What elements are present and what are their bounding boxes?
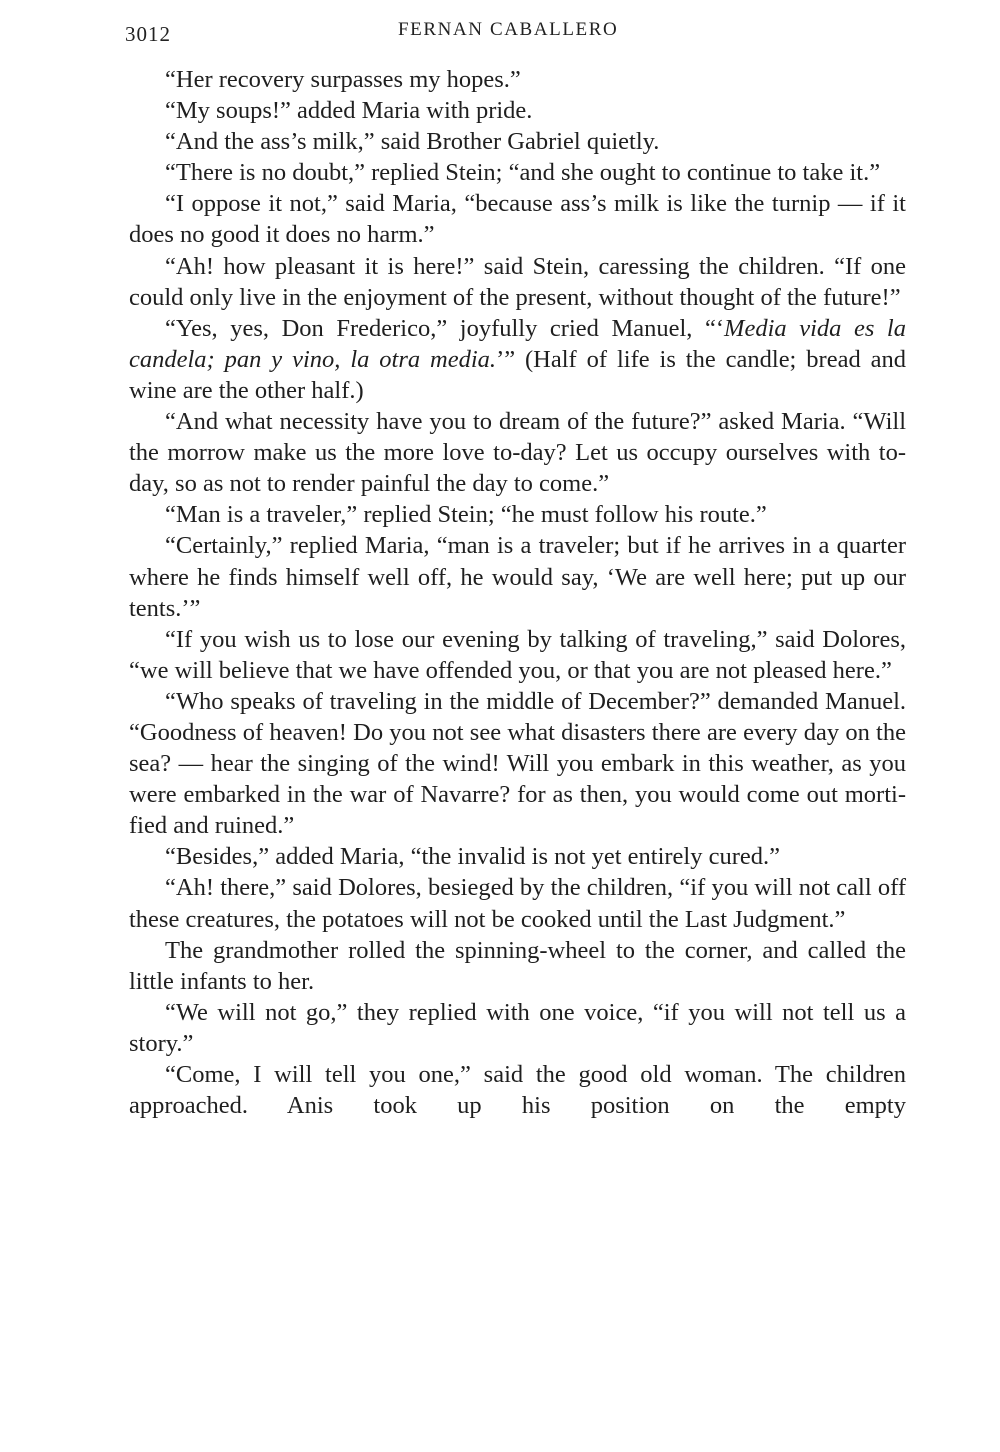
spanish-proverb: Media vida es la candela; pan y vino, la otra media. xyxy=(129,314,906,373)
page-number: 3012 xyxy=(125,22,171,46)
paragraph: “And what necessity have you to dream of the future?” asked Maria. “Will the morrow make us the more love to-day? Let us occupy ourselves with to-day, so as not to render painful the day to come.” xyxy=(129,408,906,498)
paragraph: The grandmother rolled the spinning-wheel to the corner, and called the little infants to her. xyxy=(129,936,906,995)
body-text xyxy=(129,64,906,1121)
paragraph-text: ’” (Half of life is the candle; bread and wine are the other half.) xyxy=(129,345,906,404)
paragraph: “Who speaks of traveling in the middle of December?” demanded Manuel. “Goodness of heaven! Do you not see what disasters there are every day on the sea? — hear the singing of the wind! Will you embark in this weather, as you were embarked in the war of Navarre? for as then, you would come out mortified and ruined.” xyxy=(129,687,906,840)
paragraph: “Come, I will tell you one,” said the good old woman. The children approached. Anis took up his position on the empty xyxy=(129,1061,906,1120)
paragraph: “Besides,” added Maria, “the invalid is not yet entirely cured.” xyxy=(165,843,781,871)
paragraph: “I oppose it not,” said Maria, “because ass’s milk is like the turnip — if it does no good it does no harm.” xyxy=(129,190,906,249)
paragraph: “We will not go,” they replied with one voice, “if you will not tell us a story.” xyxy=(129,998,906,1057)
paragraph: “There is no doubt,” replied Stein; “and she ought to continue to take it.” xyxy=(165,159,881,187)
paragraph: “And the ass’s milk,” said Brother Gabriel quietly. xyxy=(165,128,660,156)
paragraph: “If you wish us to lose our evening by talking of traveling,” said Dolores, “we will believe that we have offended you, or that you are not pleased here.” xyxy=(129,625,906,684)
paragraph: “Ah! how pleasant it is here!” said Stein, caressing the children. “If one could only live in the enjoyment of the present, without thought of the future!” xyxy=(129,252,906,311)
paragraph: “Her recovery surpasses my hopes.” xyxy=(165,66,521,93)
paragraph-text: “Yes, yes, Don Frederico,” joyfully cried Manuel, “‘ xyxy=(165,314,725,342)
running-head: FERNAN CABALLERO xyxy=(398,19,619,40)
paragraph: “Certainly,” replied Maria, “man is a traveler; but if he arrives in a quarter where he finds himself well off, he would say, ‘We are well here; put up our tents.’” xyxy=(129,532,906,622)
paragraph xyxy=(129,313,906,406)
paragraph: “My soups!” added Maria with pride. xyxy=(165,97,533,125)
paragraph: “Ah! there,” said Dolores, besieged by the children, “if you will not call off these creatures, the potatoes will not be cooked until the Last Judgment.” xyxy=(129,874,906,933)
paragraph: “Man is a traveler,” replied Stein; “he must follow his route.” xyxy=(165,501,767,529)
